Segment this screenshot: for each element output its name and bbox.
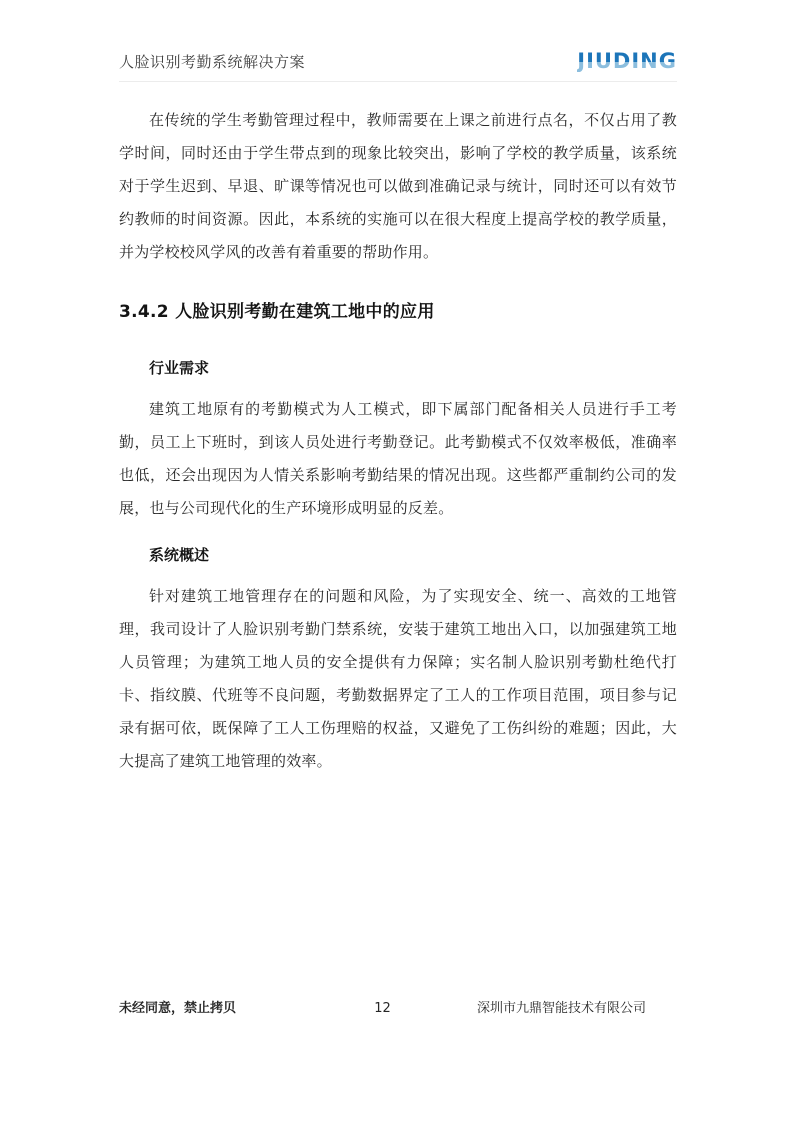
subheading-system-overview: 系统概述 (149, 546, 210, 564)
paragraph-system-overview: 针对建筑工地管理存在的问题和风险，为了实现安全、统一、高效的工地管理，我司设计了人脸识别考勤门禁系统，安装于建筑工地出入口，以加强建筑工地人员管理；为建筑工地人员的安全提供有力保障；实名制人脸识别考勤杜绝代打卡、指纹膜、代班等不良问题，考勤数据界定了工人的工作项目范围，项目参与记录有据可依，既保障了工人工伤理赔的权益，又避免了工伤纠纷的难题；因此，大大提高了建筑工地管理的效率。 (119, 587, 677, 770)
page-footer (119, 1000, 646, 1018)
page-header (119, 50, 677, 82)
document-body (119, 104, 677, 778)
paragraph-intro: 在传统的学生考勤管理过程中，教师需要在上课之前进行点名，不仅占用了教学时间，同时还由于学生带点到的现象比较突出，影响了学校的教学质量，该系统对于学生迟到、早退、旷课等情况也可以做到准确记录与统计，同时还可以有效节约教师的时间资源。因此，本系统的实施可以在很大程度上提高学校的教学质量，并为学校校风学风的改善有着重要的帮助作用。 (119, 111, 677, 261)
page-number: 12 (374, 1001, 391, 1016)
footer-copy-notice: 未经同意，禁止拷贝 (119, 1001, 237, 1016)
jiuding-brand-logo: JIUDING (577, 49, 677, 73)
subheading-industry-demand: 行业需求 (149, 359, 210, 377)
header-title: 人脸识别考勤系统解决方案 (119, 53, 306, 71)
paragraph-industry-demand: 建筑工地原有的考勤模式为人工模式，即下属部门配备相关人员进行手工考勤，员工上下班时，到该人员处进行考勤登记。此考勤模式不仅效率极低，准确率也低，还会出现因为人情关系影响考勤结果的情况出现。这些都严重制约公司的发展，也与公司现代化的生产环境形成明显的反差。 (119, 400, 677, 517)
footer-company-name: 深圳市九鼎智能技术有限公司 (476, 1001, 646, 1016)
section-heading-3-4-2: 3.4.2 人脸识别考勤在建筑工地中的应用 (119, 302, 435, 322)
